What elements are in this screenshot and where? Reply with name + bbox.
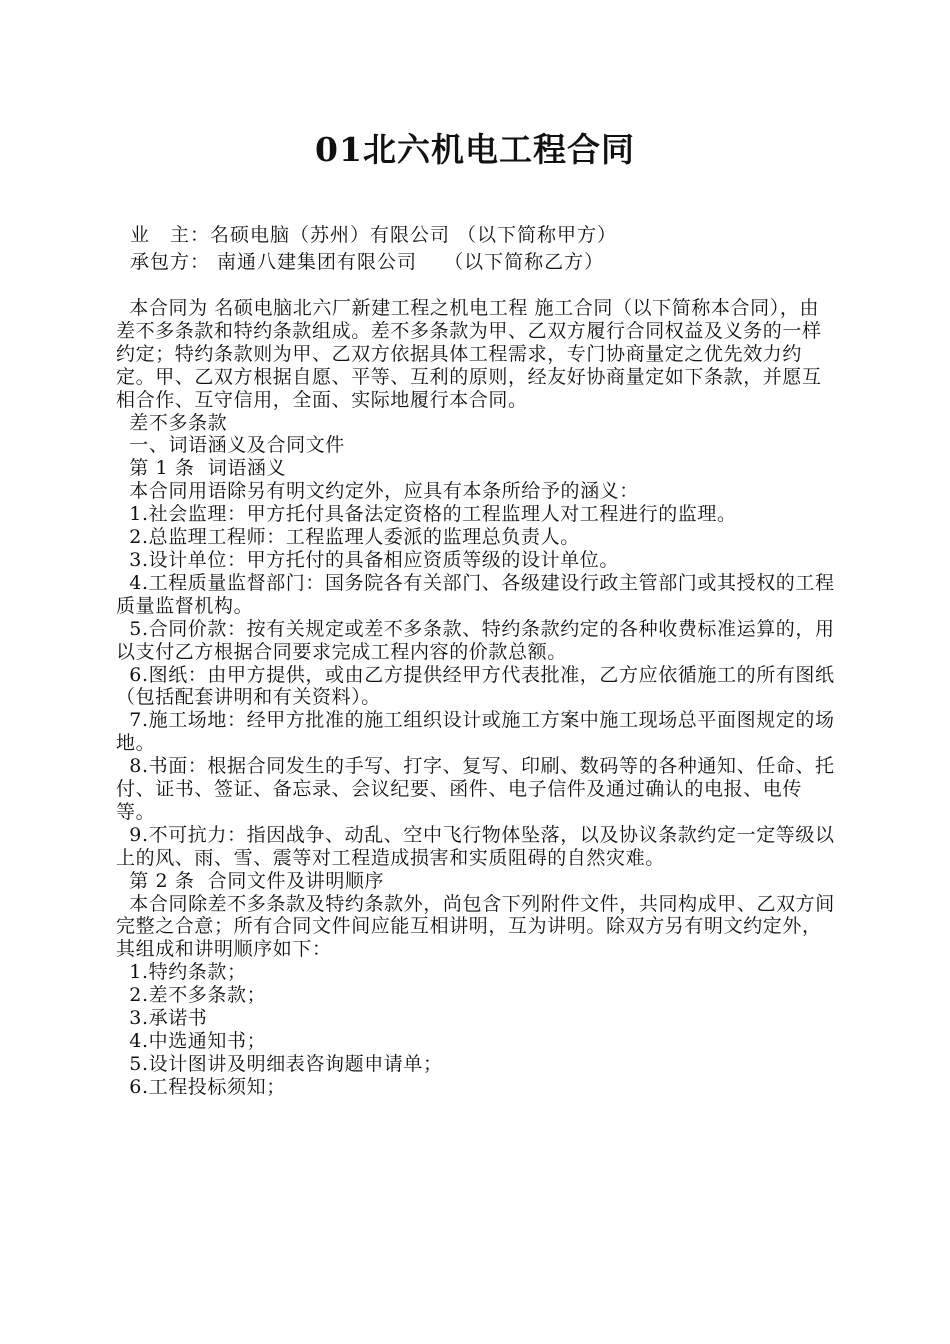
party-owner: 业 主：名硕电脑（苏州）有限公司 （以下简称甲方） <box>130 224 618 246</box>
section-heading: 差不多条款 <box>116 411 228 434</box>
list-item: 1.特约条款； <box>116 961 247 984</box>
party-contractor: 承包方： 南通八建集团有限公司 （以下简称乙方） <box>130 251 605 273</box>
article-heading: 第 2 条 合同文件及讲明顺序 <box>116 869 385 892</box>
contract-body <box>116 297 836 1099</box>
chapter-heading: 一、词语涵义及合同文件 <box>116 434 345 457</box>
list-item: 2.差不多条款； <box>116 984 267 1007</box>
paragraph: 本合同除差不多条款及特约条款外，尚包含下列附件文件，共同构成甲、乙双方间完整之合意；所有合同文件间应能互相讲明，互为讲明。除双方另有明文约定外，其组成和讲明顺序如下： <box>116 892 835 961</box>
definition-item: 9.不可抗力：指因战争、动乱、空中飞行物体坠落，以及协议条款约定一定等级以上的风、雨、雪、震等对工程造成损害和实质阻碍的自然灾难。 <box>116 823 835 869</box>
definition-item: 2.总监理工程师：工程监理人委派的监理总负责人。 <box>116 526 580 549</box>
list-item: 3.承诺书 <box>116 1007 208 1030</box>
article-heading: 第 1 条 词语涵义 <box>116 457 287 480</box>
list-item: 6.工程投标须知； <box>116 1075 286 1098</box>
paragraph: 本合同用语除另有明文约定外，应具有本条所给予的涵义： <box>116 480 639 503</box>
definition-item: 8.书面：根据合同发生的手写、打字、复写、印刷、数码等的各种通知、任命、托付、证书、签证、备忘录、会议纪要、函件、电子信件及通过确认的电报、电传等。 <box>116 755 835 823</box>
document-title: 01北六机电工程合同 <box>315 130 635 169</box>
definition-item: 7.施工场地：经甲方批准的施工组织设计或施工方案中施工现场总平面图规定的场地。 <box>116 709 835 755</box>
definition-item: 6.图纸：由甲方提供，或由乙方提供经甲方代表批准，乙方应依循施工的所有图纸（包括配套讲明和有关资料）。 <box>116 663 835 709</box>
definition-item: 1.社会监理：甲方托付具备法定资格的工程监理人对工程进行的监理。 <box>116 503 737 526</box>
contract-parties <box>130 222 850 276</box>
definition-item: 5.合同价款：按有关规定或差不多条款、特约条款约定的各种收费标准运算的，用以支付乙方根据合同要求完成工程内容的价款总额。 <box>116 617 835 663</box>
paragraph-intro: 本合同为 名硕电脑北六厂新建工程之机电工程 施工合同（以下简称本合同），由差不多条款和特约条款组成。差不多条款为甲、乙双方履行合同权益及义务的一样约定；特约条款则为甲、乙双方依据具体工程需求，专门协商量定之优先效力约定。甲、乙双方根据自愿、平等、互利的原则，经友好协商量定如下条款，并愿互相合作、互守信用，全面、实际地履行本合同。 <box>116 297 822 411</box>
definition-item: 3.设计单位：甲方托付的具备相应资质等级的设计单位。 <box>116 548 620 571</box>
list-item: 4.中选通知书； <box>116 1030 267 1052</box>
list-item: 5.设计图讲及明细表咨询题申请单； <box>116 1052 443 1075</box>
definition-item: 4.工程质量监督部门：国务院各有关部门、各级建设行政主管部门或其授权的工程质量监督机构。 <box>116 571 835 617</box>
